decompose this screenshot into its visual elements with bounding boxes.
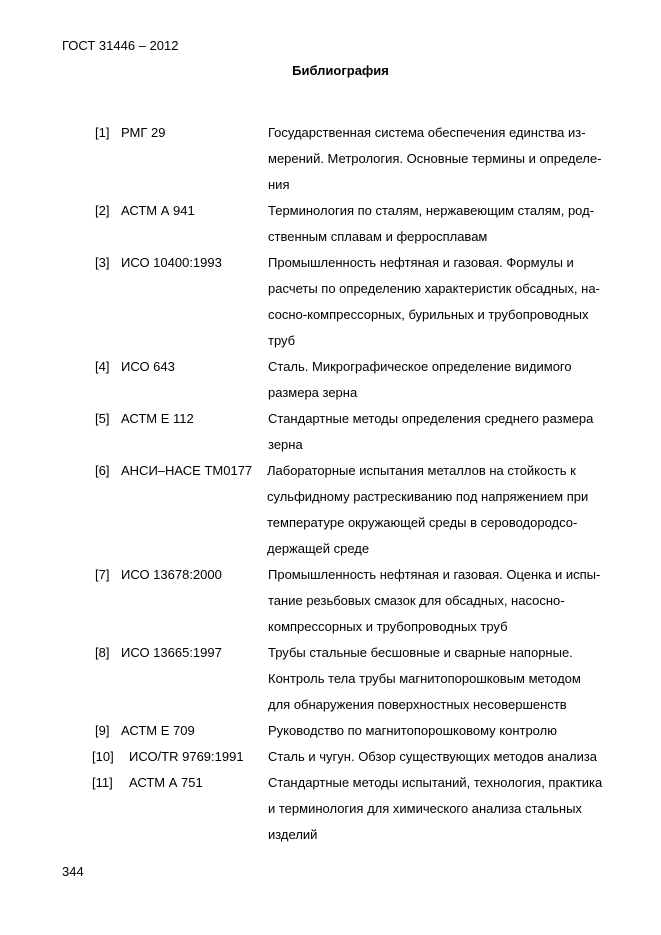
entry-code: АСТМ Е 112	[121, 411, 194, 426]
entry-description-line: Промышленность нефтяная и газовая. Формулы и	[268, 255, 574, 270]
entry-number: [10]	[92, 749, 114, 764]
page-header-standard: ГОСТ 31446 – 2012	[62, 38, 179, 53]
entry-code: АСТМ А 751	[129, 775, 203, 790]
entry-description-line: тание резьбовых смазок для обсадных, насосно-	[268, 593, 565, 608]
entry-description-line: Терминология по сталям, нержавеющим сталям, род-	[268, 203, 595, 218]
page-title: Библиография	[292, 63, 389, 78]
entry-description-line: Сталь и чугун. Обзор существующих методов анализа	[268, 749, 598, 764]
entry-description-line: Руководство по магнитопорошковому контролю	[268, 723, 557, 738]
entry-description-line: для обнаружения поверхностных несовершенств	[268, 697, 567, 712]
entry-description-line: держащей среде	[267, 541, 370, 556]
entry-description-line: сосно-компрессорных, бурильных и трубопроводных	[268, 307, 589, 322]
entry-description	[268, 198, 620, 250]
entry-description-line: температуре окружающей среды в сероводородсо-	[267, 515, 578, 530]
bibliography-entry	[0, 562, 661, 640]
entry-description	[268, 770, 620, 848]
entry-code: АНСИ–НАСЕ ТМ0177	[121, 463, 253, 478]
bibliography-entry	[0, 354, 661, 406]
entry-description	[268, 640, 620, 718]
entry-description-line: Сталь. Микрографическое определение видимого	[268, 359, 572, 374]
entry-code: ИСО 10400:1993	[121, 255, 222, 270]
bibliography-entry	[0, 406, 661, 458]
entry-number: [2]	[95, 203, 110, 218]
entry-description-line: Государственная система обеспечения единства из-	[268, 125, 586, 140]
entry-description	[268, 744, 620, 770]
entry-code: ИСО/TR 9769:1991	[129, 749, 244, 764]
entry-description	[268, 354, 620, 406]
bibliography-entry	[0, 640, 661, 718]
entry-description-line: Стандартные методы определения среднего размера	[268, 411, 594, 426]
entry-description	[268, 562, 620, 640]
entry-number: [6]	[95, 463, 110, 478]
entry-description	[268, 718, 620, 744]
entry-number: [9]	[95, 723, 110, 738]
entry-description-line: зерна	[268, 437, 303, 452]
bibliography-entry	[0, 744, 661, 770]
entry-description-line: Промышленность нефтяная и газовая. Оценка и испы-	[268, 567, 601, 582]
entry-number: [8]	[95, 645, 110, 660]
entry-description-line: сульфидному растрескиванию под напряжением при	[267, 489, 589, 504]
entry-description-line: расчеты по определению характеристик обсадных, на-	[268, 281, 600, 296]
entry-code: АСТМ А 941	[121, 203, 195, 218]
entry-description-line: ственным сплавам и ферросплавам	[268, 229, 488, 244]
bibliography-entry	[0, 250, 661, 354]
entry-number: [1]	[95, 125, 110, 140]
entry-number: [4]	[95, 359, 110, 374]
entry-description-line: мерений. Метрология. Основные термины и определе-	[268, 151, 602, 166]
entry-description-line: изделий	[268, 827, 318, 842]
entry-number: [11]	[92, 775, 113, 790]
entry-description-line: ния	[268, 177, 290, 192]
entry-description	[268, 250, 620, 354]
entry-description-line: размера зерна	[268, 385, 358, 400]
entry-description-line: и терминология для химического анализа стальных	[268, 801, 582, 816]
bibliography-entry	[0, 120, 661, 198]
page-number: 344	[62, 864, 84, 879]
entry-description-line: труб	[268, 333, 296, 348]
entry-description	[267, 458, 619, 562]
entry-description-line: Стандартные методы испытаний, технология, практика	[268, 775, 603, 790]
bibliography-entry	[0, 198, 661, 250]
entry-description-line: Лабораторные испытания металлов на стойкость к	[267, 463, 576, 478]
entry-number: [5]	[95, 411, 110, 426]
bibliography-list	[0, 120, 661, 848]
entry-number: [7]	[95, 567, 110, 582]
entry-code: РМГ 29	[121, 125, 166, 140]
entry-description-line: компрессорных и трубопроводных труб	[268, 619, 508, 634]
entry-code: АСТМ Е 709	[121, 723, 195, 738]
entry-description-line: Трубы стальные бесшовные и сварные напорные.	[268, 645, 573, 660]
entry-code: ИСО 13678:2000	[121, 567, 222, 582]
entry-code: ИСО 13665:1997	[121, 645, 222, 660]
bibliography-entry	[0, 770, 661, 848]
entry-code: ИСО 643	[121, 359, 175, 374]
bibliography-entry	[0, 718, 661, 744]
bibliography-entry	[0, 458, 661, 562]
entry-description-line: Контроль тела трубы магнитопорошковым методом	[268, 671, 581, 686]
entry-description	[268, 120, 620, 198]
entry-number: [3]	[95, 255, 110, 270]
entry-description	[268, 406, 620, 458]
